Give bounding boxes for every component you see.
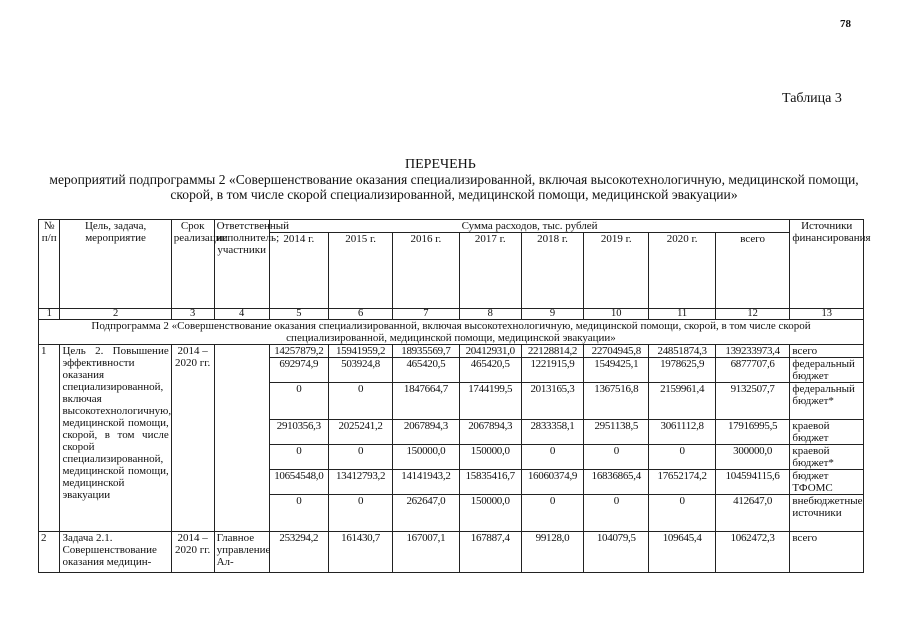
amount-cell: 109645,4 bbox=[649, 532, 715, 573]
document-title: ПЕРЕЧЕНЬ bbox=[405, 157, 476, 172]
amount-cell: 2951138,5 bbox=[584, 420, 649, 445]
amount-cell: 0 bbox=[584, 495, 649, 532]
source-cell: всего bbox=[790, 532, 864, 573]
amount-cell: 161430,7 bbox=[328, 532, 392, 573]
amount-cell: 262647,0 bbox=[393, 495, 459, 532]
amount-cell: 2013165,3 bbox=[521, 383, 583, 420]
col-index: 12 bbox=[715, 309, 790, 320]
goal-cell: Цель 2. Повышение эффективности оказания специализированной, включая высокотехнологичную, медицинской помощи, скорой, в том числе скорой специализированной, медицинской помощи, медицинской эвакуации bbox=[60, 345, 171, 532]
header-responsible: Ответственный исполнитель; участники bbox=[214, 220, 269, 309]
amount-cell: 22128814,2 bbox=[521, 345, 583, 358]
col-index: 4 bbox=[214, 309, 269, 320]
year-header: 2016 г. bbox=[393, 233, 459, 309]
amount-cell: 1367516,8 bbox=[584, 383, 649, 420]
amount-cell: 18935569,7 bbox=[393, 345, 459, 358]
total-cell: 104594115,6 bbox=[715, 470, 790, 495]
amount-cell: 0 bbox=[269, 383, 328, 420]
year-header: 2020 г. bbox=[649, 233, 715, 309]
col-index: 10 bbox=[584, 309, 649, 320]
amount-cell: 14257879,2 bbox=[269, 345, 328, 358]
amount-cell: 15941959,2 bbox=[328, 345, 392, 358]
amount-cell: 0 bbox=[521, 445, 583, 470]
year-header: 2017 г. bbox=[459, 233, 521, 309]
amount-cell: 20412931,0 bbox=[459, 345, 521, 358]
source-cell: бюджет ТФОМС bbox=[790, 470, 864, 495]
amount-cell: 1549425,1 bbox=[584, 358, 649, 383]
term-cell: 2014 – 2020 гг. bbox=[171, 345, 214, 532]
total-cell: 17916995,5 bbox=[715, 420, 790, 445]
amount-cell: 1978625,9 bbox=[649, 358, 715, 383]
table-row bbox=[39, 345, 864, 358]
amount-cell: 2159961,4 bbox=[649, 383, 715, 420]
col-index: 8 bbox=[459, 309, 521, 320]
amount-cell: 167007,1 bbox=[393, 532, 459, 573]
amount-cell: 465420,5 bbox=[459, 358, 521, 383]
source-cell: краевой бюджет bbox=[790, 420, 864, 445]
header-sum: Сумма расходов, тыс. рублей bbox=[269, 220, 790, 233]
amount-cell: 10654548,0 bbox=[269, 470, 328, 495]
amount-cell: 0 bbox=[328, 495, 392, 532]
header-num: № п/п bbox=[39, 220, 60, 309]
amount-cell: 2067894,3 bbox=[393, 420, 459, 445]
amount-cell: 24851874,3 bbox=[649, 345, 715, 358]
total-header: всего bbox=[715, 233, 790, 309]
col-index: 11 bbox=[649, 309, 715, 320]
amount-cell: 14141943,2 bbox=[393, 470, 459, 495]
header-goal: Цель, задача, мероприятие bbox=[60, 220, 171, 309]
total-cell: 412647,0 bbox=[715, 495, 790, 532]
table-label: Таблица 3 bbox=[782, 91, 842, 106]
amount-cell: 17652174,2 bbox=[649, 470, 715, 495]
expense-table bbox=[38, 219, 871, 573]
amount-cell: 3061112,8 bbox=[649, 420, 715, 445]
header-row bbox=[39, 220, 864, 233]
source-cell: всего bbox=[790, 345, 864, 358]
amount-cell: 99128,0 bbox=[521, 532, 583, 573]
amount-cell: 167887,4 bbox=[459, 532, 521, 573]
col-index: 5 bbox=[269, 309, 328, 320]
amount-cell: 0 bbox=[269, 445, 328, 470]
column-index-row bbox=[39, 309, 864, 320]
header-term: Срок реализации bbox=[171, 220, 214, 309]
row-number: 2 bbox=[39, 532, 60, 573]
total-cell: 9132507,7 bbox=[715, 383, 790, 420]
responsible-cell: Главное управление Ал- bbox=[214, 532, 269, 573]
amount-cell: 465420,5 bbox=[393, 358, 459, 383]
col-index: 13 bbox=[790, 309, 864, 320]
amount-cell: 104079,5 bbox=[584, 532, 649, 573]
amount-cell: 503924,8 bbox=[328, 358, 392, 383]
amount-cell: 150000,0 bbox=[459, 445, 521, 470]
total-cell: 6877707,6 bbox=[715, 358, 790, 383]
document-subtitle: мероприятий подпрограммы 2 «Совершенствование оказания специализированной, включая высокотехнологичную, медицинской помощи, скорой, в том числе скорой специализированной, медицинской помощи, медицинской эвакуации» bbox=[49, 172, 859, 202]
amount-cell: 150000,0 bbox=[393, 445, 459, 470]
row-number: 1 bbox=[39, 345, 60, 532]
header-source: Источники финансирования bbox=[790, 220, 864, 309]
year-header: 2018 г. bbox=[521, 233, 583, 309]
amount-cell: 0 bbox=[269, 495, 328, 532]
amount-cell: 1847664,7 bbox=[393, 383, 459, 420]
source-cell: федеральный бюджет bbox=[790, 358, 864, 383]
col-index: 2 bbox=[60, 309, 171, 320]
source-cell: внебюджетные источники bbox=[790, 495, 864, 532]
amount-cell: 16836865,4 bbox=[584, 470, 649, 495]
year-header: 2014 г. bbox=[269, 233, 328, 309]
source-cell: федеральный бюджет* bbox=[790, 383, 864, 420]
subprogram-title: Подпрограмма 2 «Совершенствование оказания специализированной, включая высокотехнологичную, медицинской помощи, скорой, в том числе скорой специализированной, медицинской помощи, медицинской эвакуации» bbox=[39, 320, 864, 345]
goal-cell: Задача 2.1. Совершенствование оказания медицин- bbox=[60, 532, 171, 573]
total-cell: 1062472,3 bbox=[715, 532, 790, 573]
term-cell: 2014 – 2020 гг. bbox=[171, 532, 214, 573]
amount-cell: 22704945,8 bbox=[584, 345, 649, 358]
table-row bbox=[39, 532, 864, 573]
col-index: 6 bbox=[328, 309, 392, 320]
amount-cell: 0 bbox=[328, 445, 392, 470]
col-index: 1 bbox=[39, 309, 60, 320]
subprogram-row bbox=[39, 320, 864, 345]
amount-cell: 2910356,3 bbox=[269, 420, 328, 445]
amount-cell: 0 bbox=[649, 445, 715, 470]
amount-cell: 2067894,3 bbox=[459, 420, 521, 445]
amount-cell: 692974,9 bbox=[269, 358, 328, 383]
year-header: 2019 г. bbox=[584, 233, 649, 309]
amount-cell: 150000,0 bbox=[459, 495, 521, 532]
amount-cell: 0 bbox=[584, 445, 649, 470]
page-number: 78 bbox=[840, 18, 851, 30]
total-cell: 300000,0 bbox=[715, 445, 790, 470]
amount-cell: 2025241,2 bbox=[328, 420, 392, 445]
amount-cell: 0 bbox=[649, 495, 715, 532]
total-cell: 139233973,4 bbox=[715, 345, 790, 358]
amount-cell: 1221915,9 bbox=[521, 358, 583, 383]
amount-cell: 1744199,5 bbox=[459, 383, 521, 420]
amount-cell: 13412793,2 bbox=[328, 470, 392, 495]
source-cell: краевой бюджет* bbox=[790, 445, 864, 470]
responsible-cell bbox=[214, 345, 269, 532]
amount-cell: 0 bbox=[328, 383, 392, 420]
col-index: 3 bbox=[171, 309, 214, 320]
year-header: 2015 г. bbox=[328, 233, 392, 309]
amount-cell: 0 bbox=[521, 495, 583, 532]
col-index: 7 bbox=[393, 309, 459, 320]
amount-cell: 15835416,7 bbox=[459, 470, 521, 495]
amount-cell: 253294,2 bbox=[269, 532, 328, 573]
amount-cell: 16060374,9 bbox=[521, 470, 583, 495]
col-index: 9 bbox=[521, 309, 583, 320]
amount-cell: 2833358,1 bbox=[521, 420, 583, 445]
